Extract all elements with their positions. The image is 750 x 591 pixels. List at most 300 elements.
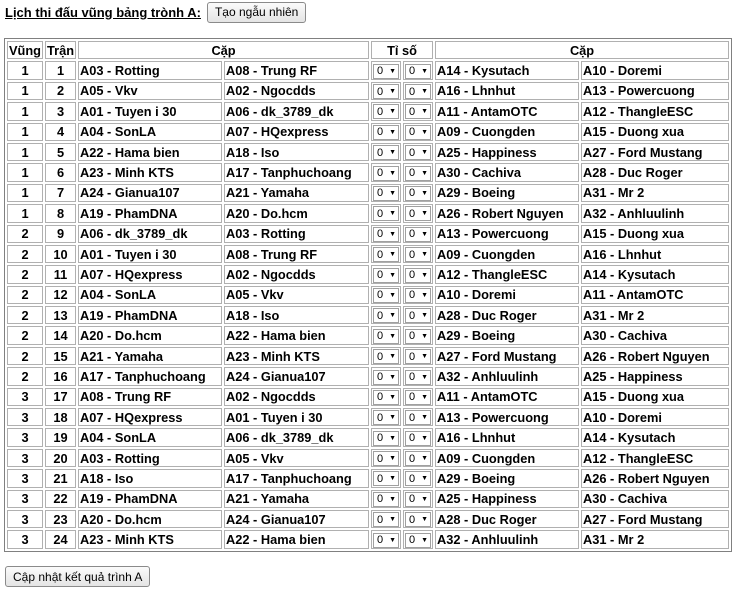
team-b2-cell: A12 - ThangleESC	[581, 102, 729, 120]
dropdown-arrow-icon: ▼	[421, 128, 429, 136]
team-b2-cell: A27 - Ford Mustang	[581, 143, 729, 161]
vung-cell: 3	[7, 449, 43, 467]
dropdown-arrow-icon: ▼	[389, 230, 397, 238]
dropdown-arrow-icon: ▼	[421, 291, 429, 299]
score-home-cell	[371, 306, 401, 324]
dropdown-arrow-icon: ▼	[421, 414, 429, 422]
score-home-cell	[371, 408, 401, 426]
score-away-value: 0	[409, 309, 416, 322]
score-home-cell	[371, 245, 401, 263]
score-home-value: 0	[377, 126, 384, 139]
team-b2-cell: A28 - Duc Roger	[581, 163, 729, 181]
team-a1-cell: A07 - HQexpress	[78, 265, 222, 283]
vung-cell: 1	[7, 123, 43, 141]
team-b1-cell: A16 - Lhnhut	[435, 82, 579, 100]
score-home-cell	[371, 510, 401, 528]
score-away-select[interactable]	[405, 512, 431, 527]
score-away-select[interactable]	[405, 64, 431, 79]
score-home-cell	[371, 347, 401, 365]
score-away-select[interactable]	[405, 329, 431, 344]
score-home-select[interactable]	[373, 227, 399, 242]
team-a1-cell: A21 - Yamaha	[78, 347, 222, 365]
dropdown-arrow-icon: ▼	[389, 312, 397, 320]
vung-cell: 2	[7, 326, 43, 344]
update-results-button[interactable]: Cập nhật kết quả trình A	[5, 566, 150, 587]
score-away-value: 0	[409, 187, 416, 200]
col-header-tran: Trận	[47, 42, 75, 58]
score-home-select[interactable]	[373, 268, 399, 283]
team-a2-cell: A05 - Vkv	[224, 449, 369, 467]
score-home-select[interactable]	[373, 288, 399, 303]
tran-cell: 16	[45, 367, 76, 385]
team-a2-cell: A06 - dk_3789_dk	[224, 428, 369, 446]
team-b2-cell: A31 - Mr 2	[581, 530, 729, 548]
dropdown-arrow-icon: ▼	[389, 67, 397, 75]
tran-cell: 10	[45, 245, 76, 263]
team-a1-cell: A22 - Hama bien	[78, 143, 222, 161]
score-home-select[interactable]	[373, 471, 399, 486]
dropdown-arrow-icon: ▼	[389, 128, 397, 136]
score-home-cell	[371, 225, 401, 243]
score-home-select[interactable]	[373, 512, 399, 527]
score-home-value: 0	[377, 65, 384, 78]
table-row	[7, 490, 729, 508]
team-b1-cell: A25 - Happiness	[435, 143, 579, 161]
tran-cell: 2	[45, 82, 76, 100]
vung-cell: 1	[7, 143, 43, 161]
score-home-select[interactable]	[373, 370, 399, 385]
col-header-cap-b: Cặp	[435, 41, 729, 59]
score-home-cell	[371, 61, 401, 79]
score-away-select[interactable]	[405, 349, 431, 364]
score-home-select[interactable]	[373, 329, 399, 344]
team-b1-cell: A29 - Boeing	[435, 469, 579, 487]
team-a1-cell: A08 - Trung RF	[78, 388, 222, 406]
tran-cell: 4	[45, 123, 76, 141]
dropdown-arrow-icon: ▼	[421, 108, 429, 116]
score-away-select[interactable]	[405, 247, 431, 262]
team-b1-cell: A29 - Boeing	[435, 184, 579, 202]
score-away-cell	[403, 286, 433, 304]
score-home-cell	[371, 367, 401, 385]
team-b2-cell: A16 - Lhnhut	[581, 245, 729, 263]
score-home-cell	[371, 265, 401, 283]
score-away-cell	[403, 184, 433, 202]
dropdown-arrow-icon: ▼	[421, 516, 429, 524]
score-away-select[interactable]	[405, 125, 431, 140]
score-away-value: 0	[409, 167, 416, 180]
score-away-cell	[403, 388, 433, 406]
team-a1-cell: A01 - Tuyen i 30	[78, 102, 222, 120]
score-home-value: 0	[377, 350, 384, 363]
team-b1-cell: A13 - Powercuong	[435, 225, 579, 243]
dropdown-arrow-icon: ▼	[389, 108, 397, 116]
score-home-value: 0	[377, 167, 384, 180]
score-home-cell	[371, 163, 401, 181]
team-b2-cell: A26 - Robert Nguyen	[581, 469, 729, 487]
score-away-value: 0	[409, 289, 416, 302]
team-a1-cell: A04 - SonLA	[78, 428, 222, 446]
score-home-value: 0	[377, 330, 384, 343]
score-away-value: 0	[409, 472, 416, 485]
vung-cell: 2	[7, 347, 43, 365]
team-a1-cell: A05 - Vkv	[78, 82, 222, 100]
score-home-cell	[371, 143, 401, 161]
table-row	[7, 102, 729, 120]
score-home-select[interactable]	[373, 431, 399, 446]
team-a2-cell: A21 - Yamaha	[224, 490, 369, 508]
dropdown-arrow-icon: ▼	[421, 230, 429, 238]
score-away-value: 0	[409, 228, 416, 241]
score-away-select[interactable]	[405, 431, 431, 446]
score-away-cell	[403, 367, 433, 385]
tran-cell: 13	[45, 306, 76, 324]
score-home-select[interactable]	[373, 492, 399, 507]
score-away-cell	[403, 225, 433, 243]
score-away-cell	[403, 204, 433, 222]
vung-cell: 3	[7, 428, 43, 446]
team-b1-cell: A28 - Duc Roger	[435, 510, 579, 528]
score-home-select[interactable]	[373, 247, 399, 262]
team-b1-cell: A29 - Boeing	[435, 326, 579, 344]
dropdown-arrow-icon: ▼	[389, 536, 397, 544]
score-away-value: 0	[409, 411, 416, 424]
table-row	[7, 143, 729, 161]
team-a2-cell: A17 - Tanphuchoang	[224, 469, 369, 487]
tran-cell: 8	[45, 204, 76, 222]
vung-cell: 1	[7, 82, 43, 100]
score-away-select[interactable]	[405, 308, 431, 323]
vung-cell: 3	[7, 530, 43, 548]
score-home-select[interactable]	[373, 64, 399, 79]
score-home-value: 0	[377, 534, 384, 547]
score-away-value: 0	[409, 350, 416, 363]
score-home-cell	[371, 82, 401, 100]
team-b1-cell: A11 - AntamOTC	[435, 102, 579, 120]
vung-cell: 1	[7, 184, 43, 202]
team-a1-cell: A03 - Rotting	[78, 449, 222, 467]
dropdown-arrow-icon: ▼	[421, 495, 429, 503]
dropdown-arrow-icon: ▼	[421, 169, 429, 177]
score-home-select[interactable]	[373, 533, 399, 548]
score-home-value: 0	[377, 309, 384, 322]
score-away-cell	[403, 265, 433, 283]
team-a1-cell: A07 - HQexpress	[78, 408, 222, 426]
vung-cell: 3	[7, 510, 43, 528]
score-away-select[interactable]	[405, 145, 431, 160]
score-away-select[interactable]	[405, 410, 431, 425]
team-b2-cell: A31 - Mr 2	[581, 306, 729, 324]
team-a2-cell: A20 - Do.hcm	[224, 204, 369, 222]
score-away-select[interactable]	[405, 268, 431, 283]
score-away-select[interactable]	[405, 84, 431, 99]
score-home-select[interactable]	[373, 308, 399, 323]
team-a2-cell: A02 - Ngocdds	[224, 388, 369, 406]
score-home-value: 0	[377, 513, 384, 526]
vung-cell: 2	[7, 225, 43, 243]
tran-cell: 15	[45, 347, 76, 365]
score-away-value: 0	[409, 248, 416, 261]
team-b2-cell: A11 - AntamOTC	[581, 286, 729, 304]
team-a1-cell: A24 - Gianua107	[78, 184, 222, 202]
team-a2-cell: A17 - Tanphuchoang	[224, 163, 369, 181]
team-b1-cell: A32 - Anhluulinh	[435, 367, 579, 385]
tran-cell: 18	[45, 408, 76, 426]
team-a2-cell: A02 - Ngocdds	[224, 265, 369, 283]
team-a2-cell: A07 - HQexpress	[224, 123, 369, 141]
score-away-select[interactable]	[405, 533, 431, 548]
team-a2-cell: A08 - Trung RF	[224, 61, 369, 79]
score-away-cell	[403, 510, 433, 528]
score-away-cell	[403, 490, 433, 508]
table-row	[7, 530, 729, 548]
team-b2-cell: A14 - Kysutach	[581, 428, 729, 446]
dropdown-arrow-icon: ▼	[389, 291, 397, 299]
dropdown-arrow-icon: ▼	[421, 251, 429, 259]
team-b1-cell: A09 - Cuongden	[435, 245, 579, 263]
score-away-value: 0	[409, 371, 416, 383]
team-b1-cell: A09 - Cuongden	[435, 449, 579, 467]
table-row	[7, 428, 729, 446]
score-away-cell	[403, 530, 433, 548]
dropdown-arrow-icon: ▼	[389, 332, 397, 340]
dropdown-arrow-icon: ▼	[389, 88, 397, 96]
score-home-select[interactable]	[373, 145, 399, 160]
tran-cell: 9	[45, 225, 76, 243]
dropdown-arrow-icon: ▼	[389, 271, 397, 279]
team-a2-cell: A18 - Iso	[224, 306, 369, 324]
table-row	[7, 469, 729, 487]
score-home-value: 0	[377, 371, 384, 383]
dropdown-arrow-icon: ▼	[389, 189, 397, 197]
table-row	[7, 449, 729, 467]
tran-cell: 5	[45, 143, 76, 161]
team-b2-cell: A15 - Duong xua	[581, 225, 729, 243]
team-b1-cell: A32 - Anhluulinh	[435, 530, 579, 548]
score-home-select[interactable]	[373, 166, 399, 181]
table-header-row	[7, 41, 729, 59]
vung-cell: 1	[7, 204, 43, 222]
score-away-value: 0	[409, 105, 416, 118]
score-away-cell	[403, 306, 433, 324]
table-row	[7, 510, 729, 528]
table-row	[7, 326, 729, 344]
table-body	[7, 61, 729, 548]
team-a1-cell: A19 - PhamDNA	[78, 306, 222, 324]
team-b2-cell: A12 - ThangleESC	[581, 449, 729, 467]
vung-cell: 1	[7, 163, 43, 181]
dropdown-arrow-icon: ▼	[389, 414, 397, 422]
score-away-cell	[403, 102, 433, 120]
vung-cell: 2	[7, 245, 43, 263]
team-a1-cell: A03 - Rotting	[78, 61, 222, 79]
score-away-select[interactable]	[405, 206, 431, 221]
team-b1-cell: A28 - Duc Roger	[435, 306, 579, 324]
tran-cell: 22	[45, 490, 76, 508]
score-home-cell	[371, 388, 401, 406]
team-b1-cell: A14 - Kysutach	[435, 61, 579, 79]
dropdown-arrow-icon: ▼	[389, 393, 397, 401]
tran-cell: 11	[45, 265, 76, 283]
score-home-select[interactable]	[373, 104, 399, 119]
dropdown-arrow-icon: ▼	[421, 353, 429, 361]
vung-cell: 3	[7, 469, 43, 487]
score-home-select[interactable]	[373, 206, 399, 221]
tran-cell: 6	[45, 163, 76, 181]
score-home-select[interactable]	[373, 349, 399, 364]
team-a1-cell: A17 - Tanphuchoang	[78, 367, 222, 385]
col-header-cap-a: Cặp	[78, 41, 369, 59]
tran-cell: 24	[45, 530, 76, 548]
score-away-cell	[403, 163, 433, 181]
score-home-cell	[371, 490, 401, 508]
score-home-cell	[371, 469, 401, 487]
dropdown-arrow-icon: ▼	[389, 495, 397, 503]
score-away-select[interactable]	[405, 227, 431, 242]
dropdown-arrow-icon: ▼	[389, 516, 397, 524]
team-b2-cell: A15 - Duong xua	[581, 388, 729, 406]
score-away-select[interactable]	[405, 492, 431, 507]
score-away-select[interactable]	[405, 288, 431, 303]
dropdown-arrow-icon: ▼	[421, 332, 429, 340]
score-home-select[interactable]	[373, 84, 399, 99]
score-away-value: 0	[409, 65, 416, 78]
score-away-value: 0	[409, 330, 416, 343]
tran-cell: 19	[45, 428, 76, 446]
score-home-value: 0	[377, 248, 384, 261]
table-row	[7, 367, 729, 385]
score-home-cell	[371, 449, 401, 467]
random-generate-button[interactable]: Tạo ngẫu nhiên	[207, 2, 306, 23]
table-row	[7, 163, 729, 181]
score-home-cell	[371, 286, 401, 304]
team-a2-cell: A23 - Minh KTS	[224, 347, 369, 365]
table-row	[7, 61, 729, 79]
vung-cell: 1	[7, 102, 43, 120]
score-away-cell	[403, 143, 433, 161]
score-away-select[interactable]	[405, 166, 431, 181]
score-away-select[interactable]	[405, 390, 431, 405]
tran-cell: 3	[45, 102, 76, 120]
score-away-select[interactable]	[405, 186, 431, 201]
score-home-select[interactable]	[373, 186, 399, 201]
team-a1-cell: A19 - PhamDNA	[78, 490, 222, 508]
team-a1-cell: A23 - Minh KTS	[78, 530, 222, 548]
team-b2-cell: A15 - Duong xua	[581, 123, 729, 141]
score-away-select[interactable]	[405, 104, 431, 119]
dropdown-arrow-icon: ▼	[389, 169, 397, 177]
score-home-cell	[371, 204, 401, 222]
tran-cell: 21	[45, 469, 76, 487]
tran-cell: 1	[45, 61, 76, 79]
score-away-value: 0	[409, 391, 416, 404]
score-home-select[interactable]	[373, 390, 399, 405]
vung-cell: 3	[7, 388, 43, 406]
team-b1-cell: A25 - Happiness	[435, 490, 579, 508]
team-b1-cell: A26 - Robert Nguyen	[435, 204, 579, 222]
vung-cell: 3	[7, 408, 43, 426]
team-b1-cell: A10 - Doremi	[435, 286, 579, 304]
table-row	[7, 408, 729, 426]
score-away-value: 0	[409, 432, 416, 445]
team-b1-cell: A16 - Lhnhut	[435, 428, 579, 446]
score-home-select[interactable]	[373, 451, 399, 466]
table-row	[7, 265, 729, 283]
team-a1-cell: A23 - Minh KTS	[78, 163, 222, 181]
score-home-value: 0	[377, 452, 384, 465]
team-b2-cell: A10 - Doremi	[581, 408, 729, 426]
table-row	[7, 306, 729, 324]
score-away-cell	[403, 82, 433, 100]
score-away-cell	[403, 469, 433, 487]
team-b2-cell: A10 - Doremi	[581, 61, 729, 79]
score-away-cell	[403, 326, 433, 344]
table-row	[7, 184, 729, 202]
team-b2-cell: A13 - Powercuong	[581, 82, 729, 100]
score-away-value: 0	[409, 513, 416, 526]
team-a1-cell: A18 - Iso	[78, 469, 222, 487]
score-home-value: 0	[377, 207, 384, 220]
team-b2-cell: A30 - Cachiva	[581, 490, 729, 508]
score-away-select[interactable]	[405, 471, 431, 486]
score-away-select[interactable]	[405, 370, 431, 385]
dropdown-arrow-icon: ▼	[389, 353, 397, 361]
score-away-select[interactable]	[405, 451, 431, 466]
tran-cell: 17	[45, 388, 76, 406]
score-away-cell	[403, 123, 433, 141]
dropdown-arrow-icon: ▼	[389, 251, 397, 259]
vung-cell: 2	[7, 286, 43, 304]
team-b1-cell: A12 - ThangleESC	[435, 265, 579, 283]
team-b1-cell: A30 - Cachiva	[435, 163, 579, 181]
dropdown-arrow-icon: ▼	[421, 373, 429, 381]
team-a2-cell: A02 - Ngocdds	[224, 82, 369, 100]
team-b1-cell: A27 - Ford Mustang	[435, 347, 579, 365]
dropdown-arrow-icon: ▼	[421, 536, 429, 544]
score-home-value: 0	[377, 472, 384, 485]
vung-cell: 1	[7, 61, 43, 79]
score-home-select[interactable]	[373, 410, 399, 425]
team-b2-cell: A31 - Mr 2	[581, 184, 729, 202]
team-b2-cell: A27 - Ford Mustang	[581, 510, 729, 528]
team-b1-cell: A13 - Powercuong	[435, 408, 579, 426]
team-b2-cell: A14 - Kysutach	[581, 265, 729, 283]
table-row	[7, 286, 729, 304]
score-home-value: 0	[377, 146, 384, 159]
score-home-value: 0	[377, 411, 384, 424]
team-a1-cell: A19 - PhamDNA	[78, 204, 222, 222]
team-a2-cell: A06 - dk_3789_dk	[224, 102, 369, 120]
dropdown-arrow-icon: ▼	[421, 67, 429, 75]
score-home-value: 0	[377, 187, 384, 200]
score-away-value: 0	[409, 269, 416, 282]
dropdown-arrow-icon: ▼	[421, 312, 429, 320]
vung-cell: 2	[7, 367, 43, 385]
dropdown-arrow-icon: ▼	[389, 210, 397, 218]
team-a1-cell: A20 - Do.hcm	[78, 326, 222, 344]
score-away-cell	[403, 408, 433, 426]
score-home-select[interactable]	[373, 125, 399, 140]
vung-cell: 2	[7, 265, 43, 283]
score-home-cell	[371, 326, 401, 344]
score-away-value: 0	[409, 534, 416, 547]
table-row	[7, 388, 729, 406]
table-row	[7, 245, 729, 263]
team-a1-cell: A04 - SonLA	[78, 286, 222, 304]
vung-cell: 3	[7, 490, 43, 508]
dropdown-arrow-icon: ▼	[389, 434, 397, 442]
score-home-value: 0	[377, 289, 384, 302]
